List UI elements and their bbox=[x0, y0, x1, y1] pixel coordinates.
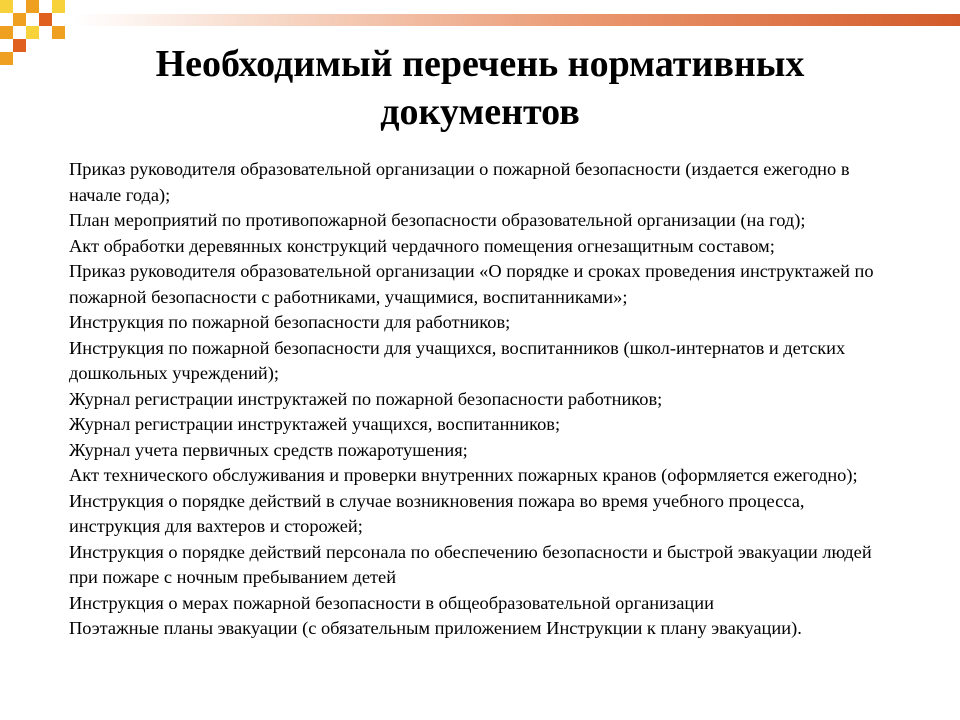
list-item: Акт технического обслуживания и проверки внутренних пожарных кранов (оформляется ежегодно); bbox=[69, 465, 858, 485]
header-gradient-bar bbox=[75, 14, 960, 26]
decor-square bbox=[26, 26, 39, 39]
documents-list bbox=[69, 157, 899, 642]
decor-square bbox=[39, 13, 52, 26]
list-item: Инструкция по пожарной безопасности для работников; bbox=[69, 312, 511, 332]
list-item: Инструкция о мерах пожарной безопасности в общеобразовательной организации bbox=[69, 592, 714, 613]
list-item: Инструкция о порядке действий в случае возникновения пожара во время учебного процесса, инструкция для вахтеров и сторожей; bbox=[69, 490, 805, 536]
list-item: Инструкция о порядке действий персонала по обеспечению безопасности и быстрой эвакуации людей при пожаре с ночным пребыванием детей bbox=[69, 541, 872, 587]
decor-square bbox=[52, 26, 65, 39]
list-item: План мероприятий по противопожарной безопасности образовательной организации (на год); bbox=[69, 210, 806, 230]
list-item: Приказ руководителя образовательной организации «О порядке и сроках проведения инструктажей по пожарной безопасности с работниками, учащимися, воспитанниками»; bbox=[69, 261, 874, 307]
decor-square bbox=[0, 26, 13, 39]
decor-square bbox=[0, 52, 13, 65]
slide-title bbox=[60, 40, 900, 136]
decor-square bbox=[13, 13, 26, 26]
decor-square bbox=[13, 39, 26, 52]
list-item: Приказ руководителя образовательной организации о пожарной безопасности (издается ежегодно в начале года); bbox=[69, 159, 850, 205]
slide-title-line2: документов bbox=[380, 91, 580, 133]
slide-title-line1: Необходимый перечень нормативных bbox=[155, 43, 805, 85]
list-item: Акт обработки деревянных конструкций чердачного помещения огнезащитным составом; bbox=[69, 235, 775, 256]
list-item: Журнал учета первичных средств пожаротушения; bbox=[69, 439, 468, 460]
decor-square bbox=[26, 0, 39, 13]
list-item: Инструкция по пожарной безопасности для учащихся, воспитанников (школ-интернатов и детских дошкольных учреждений); bbox=[69, 337, 846, 383]
decor-square bbox=[0, 0, 13, 13]
decor-square bbox=[52, 0, 65, 13]
list-item: Поэтажные планы эвакуации (с обязательным приложением Инструкции к плану эвакуации). bbox=[69, 618, 802, 638]
list-item: Журнал регистрации инструктажей по пожарной безопасности работников; bbox=[69, 388, 663, 409]
list-item: Журнал регистрации инструктажей учащихся, воспитанников; bbox=[69, 414, 561, 434]
